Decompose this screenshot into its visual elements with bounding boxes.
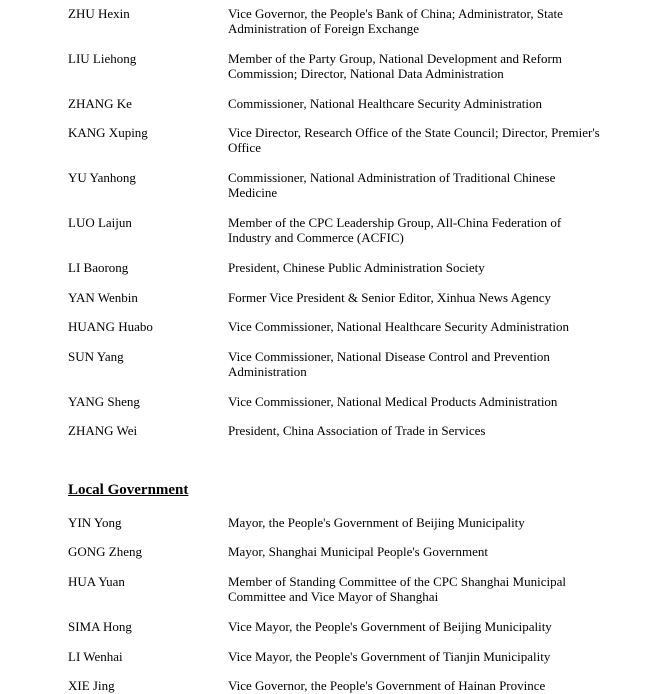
section-heading: Local Government <box>68 482 189 498</box>
person-name: SUN Yang <box>68 349 124 364</box>
person-title: Mayor, Shanghai Municipal People's Government <box>228 544 488 559</box>
person-title: Mayor, the People's Government of Beijing Municipality <box>228 515 525 530</box>
person-name: YANG Sheng <box>68 394 140 409</box>
person-title: Commissioner, National Administration of Traditional Chinese Medicine <box>228 170 556 200</box>
person-title: Vice Mayor, the People's Government of Tianjin Municipality <box>228 649 551 664</box>
person-name: LI Baorong <box>68 260 129 275</box>
person-title: Vice Commissioner, National Medical Products Administration <box>228 394 558 409</box>
person-name: XIE Jing <box>68 678 115 693</box>
person-name: YIN Yong <box>68 515 122 530</box>
person-name: ZHANG Wei <box>68 423 138 438</box>
person-title: Vice Commissioner, National Disease Control and Prevention Administration <box>228 349 550 379</box>
person-title: Vice Director, Research Office of the State Council; Director, Premier's Office <box>228 125 600 155</box>
person-name: ZHANG Ke <box>68 96 132 111</box>
person-title: Member of the CPC Leadership Group, All-China Federation of Industry and Commerce (ACFIC) <box>228 215 562 245</box>
person-name: HUA Yuan <box>68 574 125 589</box>
person-name: SIMA Hong <box>68 619 132 634</box>
person-title: Vice Governor, the People's Bank of China; Administrator, State Administration of Foreign Exchange <box>228 6 563 36</box>
person-title: Member of the Party Group, National Development and Reform Commission; Director, National Data Administration <box>228 51 562 81</box>
person-name: GONG Zheng <box>68 544 143 559</box>
person-title: Vice Commissioner, National Healthcare Security Administration <box>228 319 569 334</box>
person-title: Vice Governor, the People's Government of Hainan Province <box>228 678 546 693</box>
person-title: President, Chinese Public Administration Society <box>228 260 485 275</box>
person-title: President, China Association of Trade in Services <box>228 423 486 438</box>
person-title: Vice Mayor, the People's Government of Beijing Municipality <box>228 619 552 634</box>
person-name: LUO Laijun <box>68 215 132 230</box>
person-title: Former Vice President & Senior Editor, Xinhua News Agency <box>228 290 552 305</box>
person-title: Member of Standing Committee of the CPC Shanghai Municipal Committee and Vice Mayor of Shanghai <box>228 574 566 604</box>
person-name: HUANG Huabo <box>68 319 153 334</box>
person-title: Commissioner, National Healthcare Security Administration <box>228 96 542 111</box>
person-name: YAN Wenbin <box>68 290 138 305</box>
person-name: ZHU Hexin <box>68 6 130 21</box>
person-name: YU Yanhong <box>68 170 136 185</box>
person-name: LIU Liehong <box>68 51 137 66</box>
person-name: KANG Xuping <box>68 125 148 140</box>
person-name: LI Wenhai <box>68 649 123 664</box>
